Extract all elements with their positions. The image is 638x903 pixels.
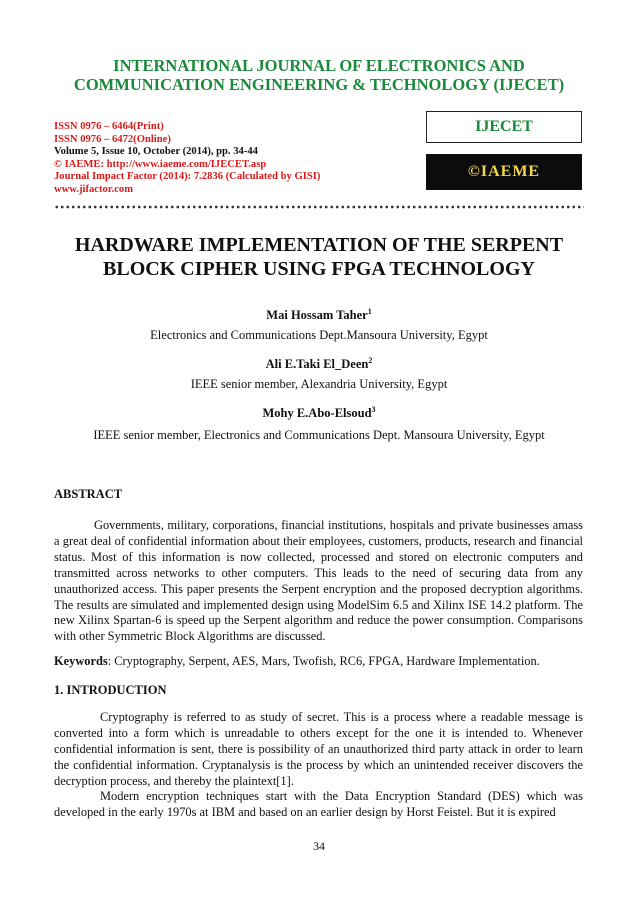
author-sup: 1	[367, 307, 372, 316]
abstract-text: Governments, military, corporations, financial institutions, hospitals and private businesses amass a great deal of confidential information about their employees, customers, products, research and financial status. Most of this information is now collected, processed and stored on electronic computers and transmitted across networks to other computers. This leads to the need of securing data from any unauthorized access. This paper presents the Serpent encryption and the proposed decryption algorithms. The results are simulated and implemented design using ModelSim 6.5 and Xilinx ISE 14.2 platform. The new Xilinx Spartan-6 is speed up the Serpent algorithm and reduce the power consumption. Comparisons with other Symmetric Block Algorithms are discussed.	[54, 518, 583, 644]
issn-online: ISSN 0976 – 6472(Online)	[54, 133, 171, 145]
introduction-paragraph-1: Cryptography is referred to as study of secret. This is a process where a readable message is converted into a form which is unreadable to others except for the one it is intended to. Whenever confidential information is sent, there is possibility of an unauthorized third party attack in order to learn the confidential information. Cryptanalysis is the process by which an unintended receiver discovers the decryption process, and thereby the plaintext[1].	[54, 710, 583, 788]
keywords-list: : Cryptography, Serpent, AES, Mars, Twofish, RC6, FPGA, Hardware Implementation.	[107, 654, 540, 668]
author-3	[0, 405, 638, 421]
journal-url[interactable]: © IAEME: http://www.iaeme.com/IJECET.asp	[54, 158, 267, 170]
paper-title-line1: HARDWARE IMPLEMENTATION OF THE SERPENT	[74, 234, 564, 256]
author-1	[0, 307, 638, 323]
journal-title-line2: COMMUNICATION ENGINEERING & TECHNOLOGY (IJECET)	[73, 75, 565, 94]
keywords	[54, 654, 540, 669]
keywords-label: Keywords	[54, 654, 108, 668]
author-sup: 3	[371, 405, 376, 414]
author-1-affiliation: Electronics and Communications Dept.Mansoura University, Egypt	[150, 328, 488, 342]
journal-metadata	[54, 121, 320, 197]
journal-title-line1: INTERNATIONAL JOURNAL OF ELECTRONICS AND	[113, 56, 525, 75]
page-number: 34	[313, 839, 325, 853]
paper-title-line2: BLOCK CIPHER USING FPGA TECHNOLOGY	[103, 258, 535, 280]
iaeme-logo: ©IAEME	[426, 154, 582, 190]
author-2	[0, 356, 638, 372]
ijecet-box: IJECET	[426, 111, 582, 143]
author-name: Ali E.Taki El_Deen	[265, 357, 369, 372]
journal-logo-boxes	[426, 111, 582, 190]
journal-title	[0, 56, 638, 94]
author-name: Mohy E.Abo-Elsoud	[262, 406, 372, 421]
author-2-affiliation: IEEE senior member, Alexandria University, Egypt	[190, 377, 448, 391]
jifactor-link[interactable]: www.jifactor.com	[54, 183, 134, 195]
impact-factor: Journal Impact Factor (2014): 7.2836 (Calculated by GISI)	[54, 171, 321, 183]
author-name: Mai Hossam Taher	[266, 308, 368, 323]
author-sup: 2	[368, 356, 373, 365]
introduction-heading: 1. INTRODUCTION	[54, 683, 167, 697]
dotted-divider	[54, 205, 584, 209]
author-3-affiliation: IEEE senior member, Electronics and Communications Dept. Mansoura University, Egypt	[93, 428, 545, 442]
abstract-heading: ABSTRACT	[54, 487, 123, 501]
introduction-paragraph-2: Modern encryption techniques start with the Data Encryption Standard (DES) which was developed in the early 1970s at IBM and based on an earlier design by Horst Feistel. But it is expired	[54, 789, 583, 819]
paper-title	[40, 233, 598, 281]
issn-print: ISSN 0976 – 6464(Print)	[54, 121, 164, 132]
volume-info: Volume 5, Issue 10, October (2014), pp. 34-44	[54, 146, 258, 158]
